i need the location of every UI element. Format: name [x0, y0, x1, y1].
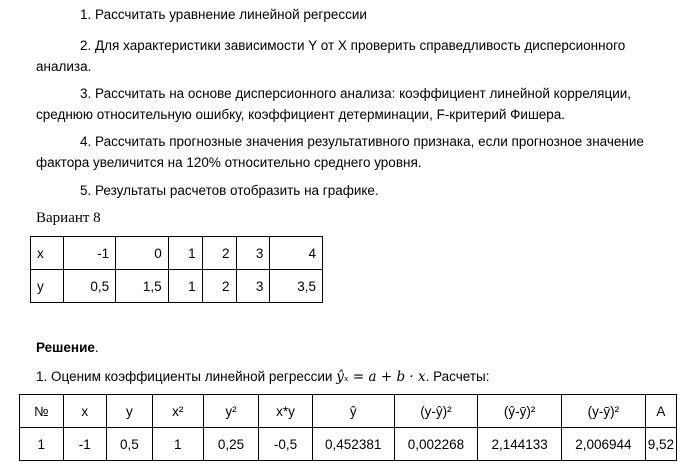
table-row: [31, 237, 323, 270]
solution-label: Решение: [36, 340, 95, 355]
table-cell: -1: [63, 428, 106, 461]
table-cell: 0,002268: [394, 428, 478, 461]
task-1: [36, 4, 676, 25]
header-cell: x²: [152, 395, 203, 428]
table-cell: 1: [152, 428, 203, 461]
table-cell: 1: [168, 270, 202, 303]
task-4-line2: фактора увеличится на 120% относительно среднего уровня.: [36, 155, 422, 170]
task-2: [36, 35, 676, 77]
task-3-line1: 3. Рассчитать на основе дисперсионного анализа: коэффициент линейной корреляции,: [80, 86, 632, 101]
table-cell: 2: [202, 270, 236, 303]
solution-dot: .: [94, 340, 99, 355]
header-cell: (ŷ-ȳ)²: [478, 395, 562, 428]
task-5: [36, 180, 676, 201]
solution-heading: [36, 340, 99, 355]
variant-table: [30, 236, 323, 303]
row-label-y: y: [31, 270, 64, 303]
table-cell: 4: [270, 237, 323, 270]
table-cell: -0,5: [259, 428, 313, 461]
task-2-line2: анализа.: [36, 59, 92, 74]
table-cell: 1: [20, 428, 64, 461]
step-1-prefix: 1. Оценим коэффициенты линейной регрессии: [36, 369, 337, 384]
task-3-line2: среднюю относительную ошибку, коэффициент детерминации, F-критерий Фишера.: [36, 107, 566, 122]
step-1-text: [36, 369, 489, 385]
table-cell: 2,144133: [478, 428, 562, 461]
table-cell: 3,5: [270, 270, 323, 303]
header-cell: A: [645, 395, 676, 428]
table-cell: 0,25: [203, 428, 259, 461]
header-cell: (y-ȳ)²: [561, 395, 645, 428]
table-cell: -1: [63, 237, 116, 270]
table-cell: 3: [236, 270, 270, 303]
row-label-x: x: [31, 237, 64, 270]
regression-formula: ŷₓ = a + b · x: [336, 369, 426, 385]
header-cell: №: [20, 395, 64, 428]
variant-title: Вариант 8: [36, 210, 101, 226]
table-header-row: [20, 395, 677, 428]
table-cell: 9,52: [645, 428, 676, 461]
task-3: [36, 83, 676, 125]
table-cell: 0,452381: [312, 428, 394, 461]
table-cell: 1: [168, 237, 202, 270]
header-cell: x*y: [259, 395, 313, 428]
table-row: [20, 428, 677, 461]
table-cell: 0: [116, 237, 169, 270]
task-2-line1: 2. Для характеристики зависимости Y от X проверить справедливость дисперсионного: [80, 38, 626, 53]
task-4: [36, 131, 676, 173]
step-1-suffix: . Расчеты:: [425, 369, 490, 384]
table-cell: 0,5: [107, 428, 153, 461]
task-1-line1: 1. Рассчитать уравнение линейной регрессии: [80, 7, 367, 22]
table-cell: 2: [202, 237, 236, 270]
table-cell: 3: [236, 237, 270, 270]
table-row: [31, 270, 323, 303]
task-4-line1: 4. Рассчитать прогнозные значения результативного признака, если прогнозное значение: [80, 134, 644, 149]
header-cell: y²: [203, 395, 259, 428]
table-cell: 2,006944: [561, 428, 645, 461]
table-cell: 0,5: [63, 270, 116, 303]
header-cell: (y-ŷ)²: [394, 395, 478, 428]
header-cell: y: [107, 395, 153, 428]
header-cell: x: [63, 395, 106, 428]
calc-table: [19, 394, 677, 461]
header-cell: ŷ: [312, 395, 394, 428]
task-5-line1: 5. Результаты расчетов отобразить на графике.: [80, 183, 379, 198]
table-cell: 1,5: [116, 270, 169, 303]
